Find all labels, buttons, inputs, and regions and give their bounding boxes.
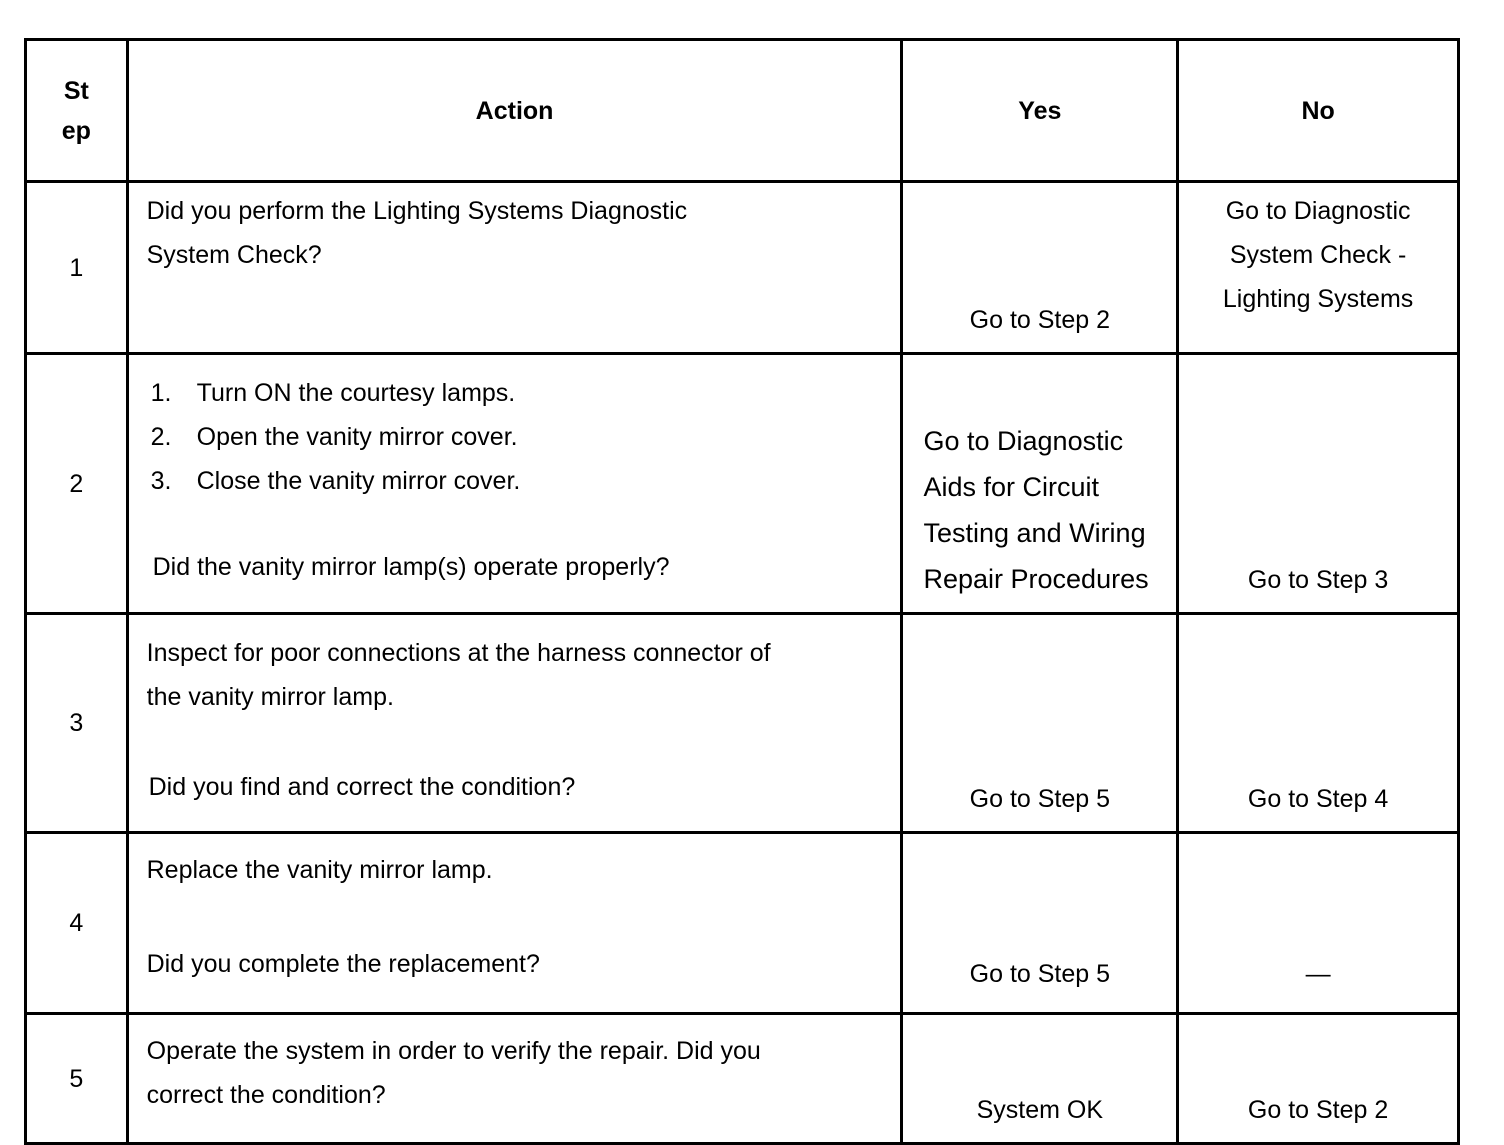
step-number: 3	[26, 614, 128, 833]
action-question: Did you find and correct the condition?	[148, 773, 576, 801]
no-cell: Go to Step 4	[1178, 614, 1459, 833]
action-question: Did the vanity mirror lamp(s) operate properly?	[152, 553, 670, 581]
table-row	[26, 833, 1459, 1014]
yes-cell	[902, 354, 1178, 614]
action-cell	[127, 182, 902, 354]
table-row	[26, 354, 1459, 614]
list-item: 3. Close the vanity mirror cover.	[150, 467, 521, 495]
no-line: Lighting Systems	[1222, 285, 1414, 313]
header-action: Action	[127, 40, 902, 182]
no-cell: —	[1178, 833, 1459, 1014]
yes-cell: Go to Step 2	[902, 182, 1178, 354]
diagnostic-table	[24, 38, 1460, 1145]
action-line: Operate the system in order to verify the repair. Did you	[146, 1037, 761, 1065]
table-row	[26, 614, 1459, 833]
step-number: 2	[26, 354, 128, 614]
action-line: Replace the vanity mirror lamp.	[146, 856, 493, 884]
yes-line: Testing and Wiring	[923, 518, 1146, 548]
yes-line: Go to Diagnostic	[923, 426, 1124, 456]
step-number: 5	[26, 1014, 128, 1144]
list-item: 1. Turn ON the courtesy lamps.	[150, 379, 516, 407]
header-step-line-1: St	[63, 76, 89, 105]
yes-cell: Go to Step 5	[902, 833, 1178, 1014]
list-item: 2. Open the vanity mirror cover.	[150, 423, 518, 451]
action-line: Did you perform the Lighting Systems Diagnostic	[146, 197, 688, 225]
action-cell	[127, 1014, 902, 1144]
action-cell	[127, 833, 902, 1014]
no-line: System Check -	[1229, 241, 1407, 269]
action-line: System Check?	[146, 241, 322, 269]
action-line: Inspect for poor connections at the harness connector of	[146, 639, 771, 667]
action-cell	[127, 354, 902, 614]
yes-cell: System OK	[902, 1014, 1178, 1144]
header-row	[26, 40, 1459, 182]
no-cell	[1178, 182, 1459, 354]
yes-line: Aids for Circuit	[923, 472, 1100, 502]
header-step-line-2: ep	[61, 116, 91, 145]
header-no: No	[1178, 40, 1459, 182]
step-number: 1	[26, 182, 128, 354]
action-line: the vanity mirror lamp.	[146, 683, 394, 711]
yes-cell: Go to Step 5	[902, 614, 1178, 833]
action-list	[147, 371, 887, 503]
step-number: 4	[26, 833, 128, 1014]
no-cell: Go to Step 3	[1178, 354, 1459, 614]
action-question: Did you complete the replacement?	[146, 950, 540, 978]
no-line: Go to Diagnostic	[1225, 197, 1411, 225]
table-row	[26, 182, 1459, 354]
yes-line: Repair Procedures	[923, 564, 1149, 594]
table-row	[26, 1014, 1459, 1144]
header-step	[26, 40, 128, 182]
header-yes: Yes	[902, 40, 1178, 182]
no-cell: Go to Step 2	[1178, 1014, 1459, 1144]
action-line: correct the condition?	[146, 1081, 386, 1109]
action-cell	[127, 614, 902, 833]
